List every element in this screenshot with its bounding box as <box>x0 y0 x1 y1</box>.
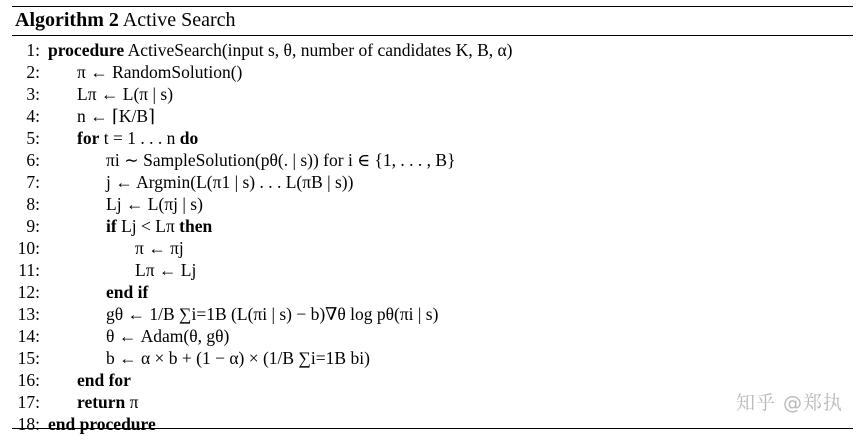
algorithm-header <box>15 8 236 32</box>
line-content: πi ∼ SampleSolution(pθ(. | s)) for i ∈ {1, . . . , B} <box>106 150 456 170</box>
line-number: 16: <box>17 370 40 390</box>
line-content: Lπ ← L(π | s) <box>77 84 174 104</box>
algorithm-line <box>0 281 865 303</box>
line-number: 9: <box>26 216 40 236</box>
line-content: π ← πj <box>135 238 184 258</box>
line-number: 12: <box>17 282 40 302</box>
algorithm-line <box>0 215 865 237</box>
line-content: if Lj < Lπ then <box>106 216 213 236</box>
line-number: 8: <box>26 194 40 214</box>
line-number: 17: <box>17 392 40 412</box>
watermark: 知乎 @郑执 <box>735 392 843 414</box>
line-content: b ← α × b + (1 − α) × (1/B ∑i=1B bi) <box>106 348 370 368</box>
line-number: 5: <box>26 128 40 148</box>
algorithm-label: Algorithm 2 <box>15 9 119 31</box>
algorithm-line <box>0 259 865 281</box>
algorithm-line <box>0 347 865 369</box>
line-content: n ← ⌈K/B⌉ <box>77 106 155 126</box>
line-number: 6: <box>26 150 40 170</box>
line-number: 15: <box>17 348 40 368</box>
line-content: θ ← Adam(θ, gθ) <box>106 326 230 346</box>
line-number: 10: <box>17 238 40 258</box>
line-content: Lπ ← Lj <box>135 260 197 280</box>
algorithm-line <box>0 193 865 215</box>
bottom-rule <box>12 428 853 429</box>
algorithm-body <box>0 39 865 435</box>
line-content: j ← Argmin(L(π1 | s) . . . L(πB | s)) <box>106 172 354 192</box>
algorithm-line <box>0 171 865 193</box>
line-number: 11: <box>18 260 40 280</box>
line-number: 2: <box>26 62 40 82</box>
line-number: 13: <box>17 304 40 324</box>
algorithm-line <box>0 237 865 259</box>
line-content: end for <box>77 370 131 390</box>
algorithm-line <box>0 39 865 61</box>
line-content: for t = 1 . . . n do <box>77 128 199 148</box>
line-content: π ← RandomSolution() <box>77 62 243 82</box>
line-number: 4: <box>26 106 40 126</box>
algorithm-line <box>0 325 865 347</box>
line-content: gθ ← 1/B ∑i=1B (L(πi | s) − b)∇θ log pθ(πi | s) <box>106 304 439 324</box>
line-content: end procedure <box>48 414 156 434</box>
line-content: Lj ← L(πj | s) <box>106 194 203 214</box>
line-content: return π <box>77 392 139 412</box>
algorithm-line <box>0 61 865 83</box>
line-number: 14: <box>17 326 40 346</box>
algorithm-title: Active Search <box>122 9 236 31</box>
algorithm-line <box>0 303 865 325</box>
algorithm-line <box>0 83 865 105</box>
algorithm-line <box>0 127 865 149</box>
line-number: 3: <box>26 84 40 104</box>
line-content: procedure ActiveSearch(input s, θ, number of candidates K, B, α) <box>48 40 513 60</box>
algorithm-line <box>0 105 865 127</box>
algorithm-line <box>0 413 865 435</box>
algorithm-line <box>0 149 865 171</box>
header-rule <box>12 35 853 36</box>
line-number: 1: <box>26 40 40 60</box>
line-number: 7: <box>26 172 40 192</box>
top-rule <box>12 6 853 7</box>
line-number: 18: <box>17 414 40 434</box>
line-content: end if <box>106 282 149 302</box>
